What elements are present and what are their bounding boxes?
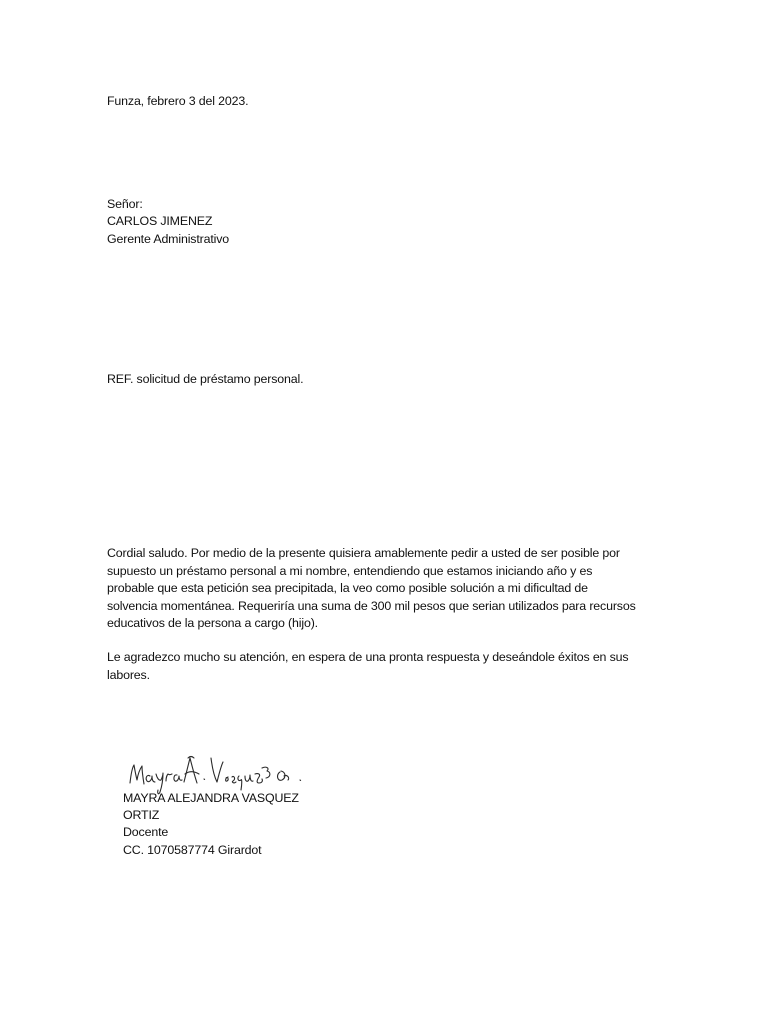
body-line: solvencia momentánea. Requeriría una suma de 300 mil pesos que serian utilizados para recursos [107,598,636,613]
place-date: Funza, febrero 3 del 2023. [107,94,249,108]
closing-line: labores. [107,667,150,682]
body-line: supuesto un préstamo personal a mi nombre, entendiendo que estamos iniciando año y es [107,563,593,578]
signer-role: Docente [123,825,169,839]
body-line: Cordial saludo. Por medio de la presente quisiera amablemente pedir a usted de ser posible por [107,546,620,560]
body-paragraph [107,545,667,633]
closing-paragraph [107,649,667,684]
recipient-salutation: Señor: [107,197,143,211]
body-line: educativos de la persona a cargo (hijo). [107,616,318,630]
recipient-title: Gerente Administrativo [107,232,230,246]
signer-id: CC. 1070587774 Girardot [123,843,262,857]
handwritten-signature [122,738,307,796]
body-line: probable que esta petición sea precipitada, la veo como posible solución a mi dificultad de [107,581,588,595]
reference-line: REF. solicitud de préstamo personal. [107,372,304,386]
signer-name-line-1: MAYRA ALEJANDRA VASQUEZ [123,791,299,805]
signer-name-line-2: ORTIZ [123,808,160,822]
recipient-name: CARLOS JIMENEZ [107,214,213,228]
closing-line: Le agradezco mucho su atención, en espera de una pronta respuesta y deseándole éxitos en sus [107,650,629,664]
